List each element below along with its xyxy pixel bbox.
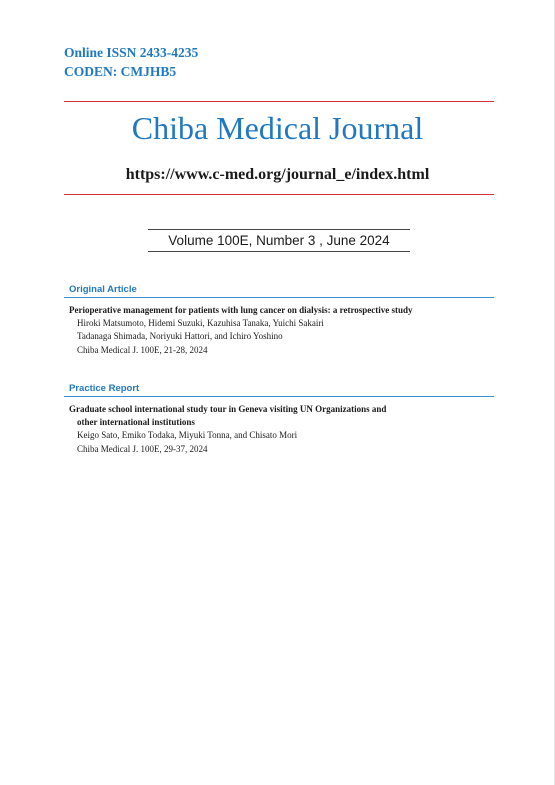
journal-title: Chiba Medical Journal — [131, 110, 424, 146]
issn-block — [64, 43, 198, 81]
article-title-continued[interactable]: other international institutions — [77, 417, 195, 428]
journal-url[interactable]: https://www.c-med.org/journal_e/index.html — [125, 166, 430, 183]
article-title[interactable]: Graduate school international study tour in Geneva visiting UN Organizations and — [69, 404, 387, 414]
article-authors: Hiroki Matsumoto, Hidemi Suzuki, Kazuhisa Tanaka, Yuichi Sakairi — [77, 318, 324, 329]
article-authors: Tadanaga Shimada, Noriyuki Hattori, and Ichiro Yoshino — [77, 331, 283, 342]
bottom-divider — [64, 194, 494, 195]
top-divider — [64, 101, 494, 102]
online-issn: Online ISSN 2433-4235 — [64, 45, 199, 60]
article-citation: Chiba Medical J. 100E, 21-28, 2024 — [77, 344, 208, 355]
volume-issue-line: Volume 100E, Number 3 , June 2024 — [148, 229, 410, 252]
article-entry[interactable] — [64, 403, 494, 456]
section-practice-report — [64, 382, 494, 456]
article-citation: Chiba Medical J. 100E, 29-37, 2024 — [77, 443, 208, 454]
section-original-article — [64, 283, 494, 357]
coden: CODEN: CMJHB5 — [64, 64, 177, 79]
article-authors: Keigo Sato, Emiko Todaka, Miyuki Tonna, and Chisato Mori — [77, 430, 298, 441]
article-title[interactable]: Perioperative management for patients with lung cancer on dialysis: a retrospective study — [69, 305, 413, 315]
section-heading: Practice Report — [64, 382, 494, 397]
article-entry[interactable] — [64, 304, 494, 357]
section-heading: Original Article — [64, 283, 494, 298]
